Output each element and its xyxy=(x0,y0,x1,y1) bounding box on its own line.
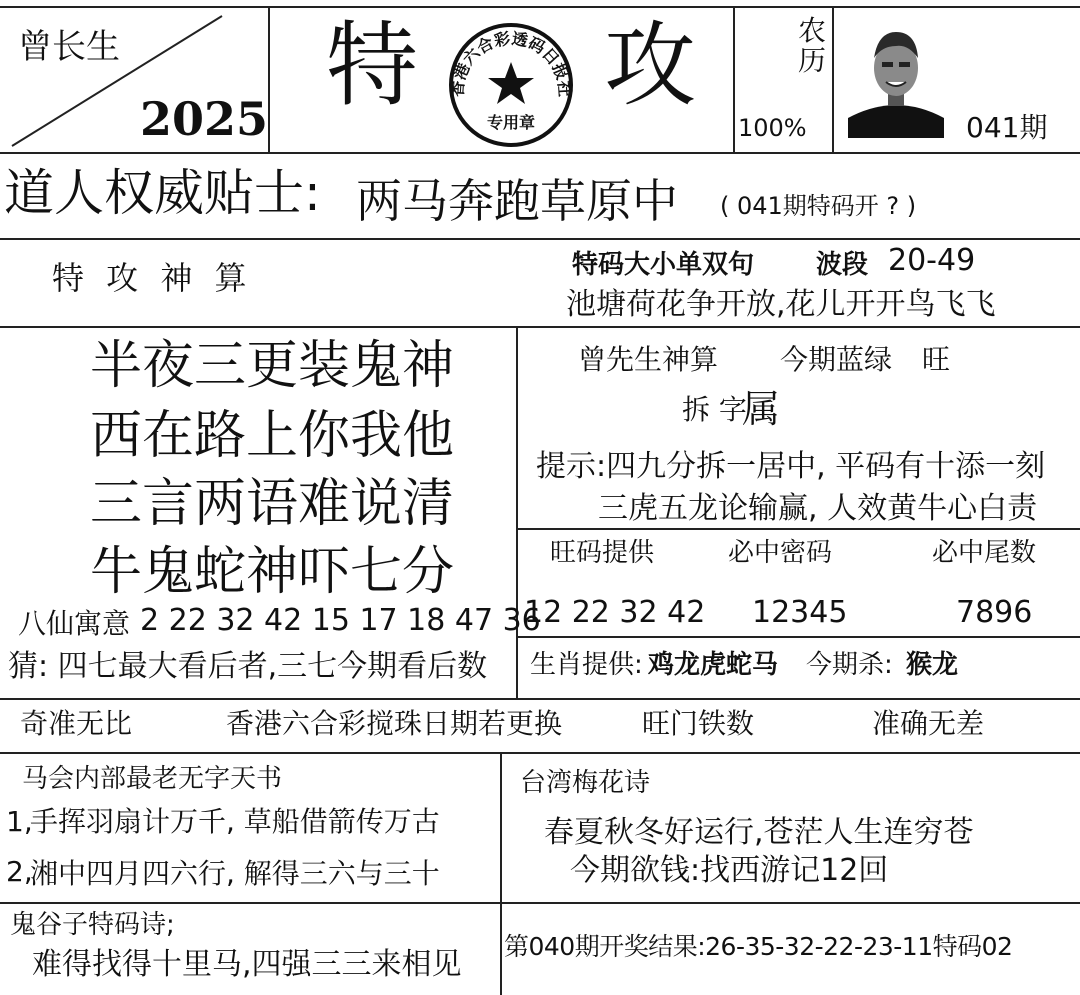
author-name: 曾长生 xyxy=(18,27,120,67)
banner-3: 旺门铁数 xyxy=(642,707,755,740)
tip-note: ( 041期特码开 ? ) xyxy=(720,192,917,220)
header-divider-2 xyxy=(733,6,735,152)
poem-line-2: 西在路上你我他 xyxy=(90,406,455,466)
banner-4: 准确无差 xyxy=(872,707,985,740)
zeng-label: 曾先生神算 xyxy=(578,343,719,376)
banner-2: 香港六合彩搅珠日期若更换 xyxy=(226,707,563,740)
year: 2025 xyxy=(140,92,269,146)
mahui-line-2: 湘中四月四六行, 解得三六与三十 xyxy=(30,857,440,890)
bottom-mid-rule xyxy=(0,902,1080,904)
zodiac-label: 生肖提供: xyxy=(530,650,643,680)
seal-text: 香港六合彩透码日报社 xyxy=(447,28,575,98)
poem-line-4: 牛鬼蛇神吓七分 xyxy=(90,542,455,602)
code-header-3: 必中尾数 xyxy=(932,538,1037,568)
guiguzi-text: 难得找得十里马,四强三三来相见 xyxy=(32,947,462,982)
pond-poem: 池塘荷花争开放,花儿开开鸟飞飞 xyxy=(566,287,996,322)
hint-line-2: 三虎五龙论输赢, 人效黄牛心白责 xyxy=(598,491,1038,526)
hint-line-1: 提示:四九分拆一居中, 平码有十添一刻 xyxy=(536,449,1046,484)
zodiac-kill: 猴龙 xyxy=(906,650,959,680)
poem-line-1: 半夜三更装鬼神 xyxy=(90,336,455,396)
code-value-2: 12345 xyxy=(752,595,848,630)
seal-bottom-text: 专用章 xyxy=(486,113,536,132)
mahui-title: 马会内部最老无字天书 xyxy=(22,764,283,794)
header-divider-3 xyxy=(832,6,834,152)
code-header-2: 必中密码 xyxy=(728,538,833,568)
lunar-label: 农历 xyxy=(798,14,827,77)
today-color-label: 今期蓝绿 xyxy=(780,343,893,376)
code-value-1: 12 22 32 42 xyxy=(524,595,706,630)
today-color-wang: 旺 xyxy=(922,343,951,376)
chaizi-char: 属 xyxy=(742,387,781,431)
official-seal xyxy=(446,20,576,150)
mahui-line-1: 手挥羽扇计万千, 草船借箭传万古 xyxy=(30,805,440,838)
taiwan-line-1: 春夏秋冬好运行,苍茫人生连穷苍 xyxy=(544,815,974,850)
code-header-1: 旺码提供 xyxy=(550,538,655,568)
banner-bottom-rule xyxy=(0,752,1080,754)
shen-suan-bottom-rule xyxy=(0,326,1080,328)
issue-number: 041期 xyxy=(966,111,1048,144)
title-left-char: 特 xyxy=(326,12,419,119)
shen-suan-title: 特 攻 神 算 xyxy=(52,259,253,297)
special-code-label: 特码大小单双句 xyxy=(572,250,755,280)
codes-bottom-rule xyxy=(516,636,1080,638)
codes-top-rule xyxy=(516,528,1080,530)
tip-label: 道人权威贴士: xyxy=(4,164,321,222)
baxian-label: 八仙寓意 xyxy=(18,607,131,640)
tip-text: 两马奔跑草原中 xyxy=(356,174,678,228)
chaizi-label: 拆 字 xyxy=(682,393,747,426)
percent-label: 100% xyxy=(738,114,807,142)
star-icon xyxy=(488,62,534,104)
bottom-divider xyxy=(500,752,502,995)
mahui-num-2: 2, xyxy=(6,855,33,888)
zodiac-animals: 鸡龙虎蛇马 xyxy=(648,650,779,680)
title-right-char: 攻 xyxy=(604,12,697,119)
wave-label: 波段 xyxy=(816,250,869,280)
draw-result: 第040期开奖结果:26-35-32-22-23-11特码02 xyxy=(504,932,1013,961)
banner-1: 奇准无比 xyxy=(20,707,133,740)
wave-range: 20-49 xyxy=(888,243,976,278)
tip-bottom-rule xyxy=(0,238,1080,240)
baxian-numbers: 2 22 32 42 15 17 18 47 36 xyxy=(140,603,541,638)
poem-line-3: 三言两语难说清 xyxy=(90,474,455,534)
author-photo xyxy=(848,18,944,138)
mahui-num-1: 1, xyxy=(6,805,33,838)
code-value-3: 7896 xyxy=(956,595,1033,630)
taiwan-title: 台湾梅花诗 xyxy=(520,768,651,798)
section-bottom-rule xyxy=(0,698,1080,700)
zodiac-kill-label: 今期杀: xyxy=(806,650,893,680)
guess-text: 猜: 四七最大看后者,三七今期看后数 xyxy=(8,649,488,684)
header-bottom-rule xyxy=(0,152,1080,154)
guiguzi-title: 鬼谷子特码诗; xyxy=(10,910,175,940)
taiwan-line-2: 今期欲钱:找西游记12回 xyxy=(570,853,889,888)
header-divider-1 xyxy=(268,6,270,152)
middle-divider xyxy=(516,326,518,698)
